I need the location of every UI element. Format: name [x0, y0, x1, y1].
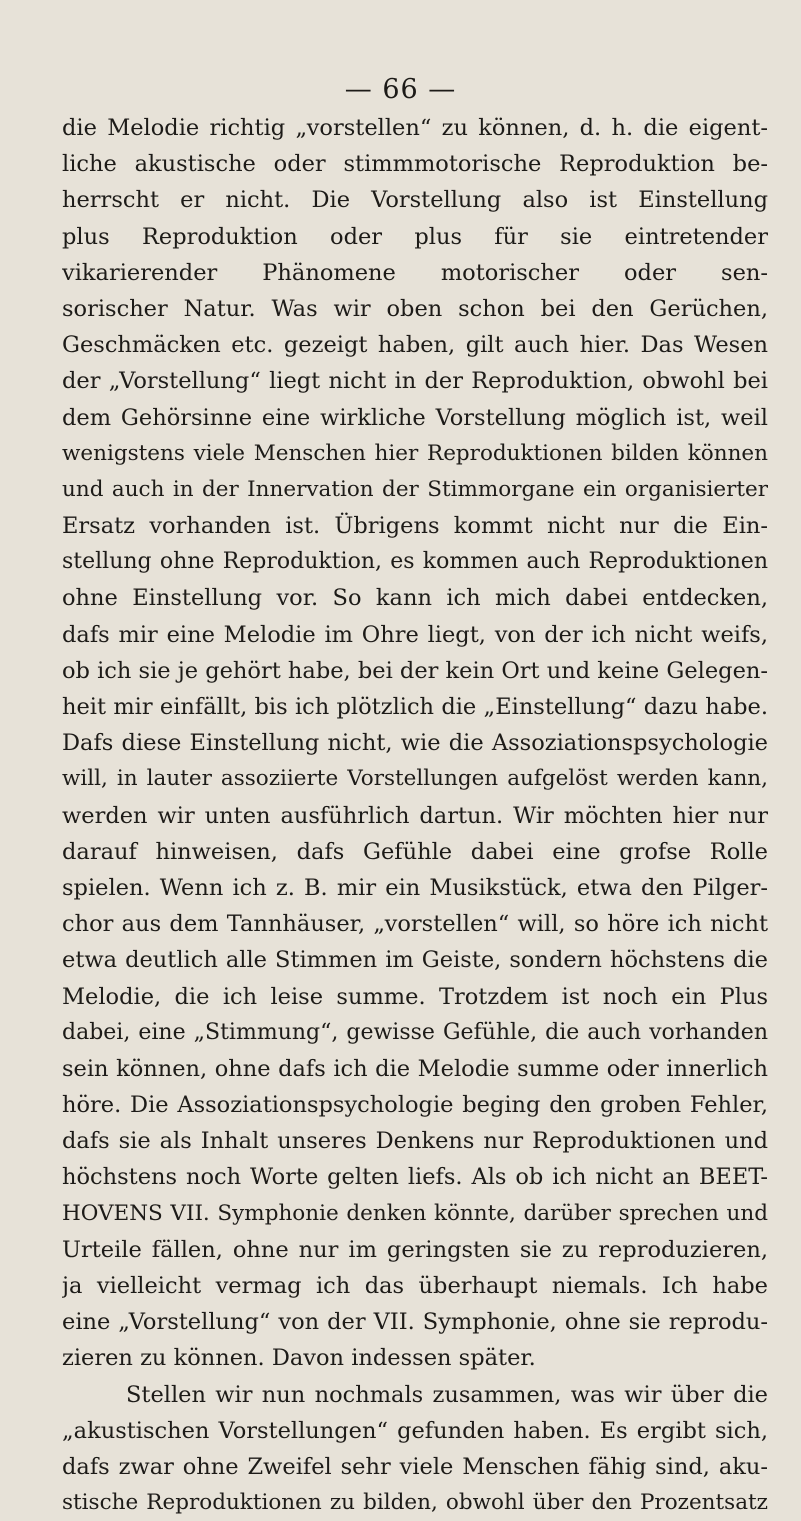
text-line: Dafs diese Einstellung nicht, wie die Assoziationspsychologie — [62, 730, 768, 757]
text-line: etwa deutlich alle Stimmen im Geiste, sondern höchstens die — [62, 947, 768, 974]
text-line: die Melodie richtig „vorstellen“ zu können, d. h. die eigent- — [62, 115, 768, 141]
text-line: wenigstens viele Menschen hier Reproduktionen bilden können — [62, 440, 768, 466]
text-line: chor aus dem Tannhäuser, „vorstellen“ will, so höre ich nicht — [62, 911, 768, 938]
text-line: sein können, ohne dafs ich die Melodie summe oder innerlich — [62, 1055, 768, 1082]
text-line: stellung ohne Reproduktion, es kommen auch Reproduktionen — [62, 549, 768, 575]
text-line: Geschmäcken etc. gezeigt haben, gilt auch hier. Das Wesen — [62, 332, 768, 359]
body-text — [62, 110, 768, 1521]
text-line: höchstens noch Worte gelten liefs. Als ob ich nicht an BEET- — [62, 1164, 768, 1191]
text-line: ob ich sie je gehört habe, bei der kein Ort und keine Gelegen- — [62, 657, 768, 684]
text-line: ohne Einstellung vor. So kann ich mich dabei entdecken, — [62, 585, 768, 612]
text-line: werden wir unten ausführlich dartun. Wir möchten hier nur — [62, 802, 768, 829]
text-line: „akustischen Vorstellungen“ gefunden haben. Es ergibt sich, — [62, 1417, 768, 1444]
page-number: — 66 — — [344, 74, 457, 105]
text-line: herrscht er nicht. Die Vorstellung also ist Einstellung — [62, 187, 768, 214]
text-line: zieren zu können. Davon indessen später. — [62, 1345, 536, 1372]
text-line: sorischer Natur. Was wir oben schon bei den Gerüchen, — [62, 295, 768, 322]
text-line: der „Vorstellung“ liegt nicht in der Reproduktion, obwohl bei — [62, 368, 768, 395]
text-line: will, in lauter assoziierte Vorstellungen aufgelöst werden kann, — [62, 766, 768, 792]
text-line: höre. Die Assoziationspsychologie beging den groben Fehler, — [62, 1092, 768, 1119]
text-line: ja vielleicht vermag ich das überhaupt niemals. Ich habe — [62, 1273, 768, 1299]
text-line: vikarierender Phänomene motorischer oder sen- — [62, 259, 768, 286]
text-line: spielen. Wenn ich z. B. mir ein Musikstück, etwa den Pilger- — [62, 874, 768, 901]
text-line: Urteile fällen, ohne nur im geringsten sie zu reproduzieren, — [62, 1236, 768, 1263]
text-line: plus Reproduktion oder plus für sie eintretender — [62, 223, 768, 250]
text-line: Stellen wir nun nochmals zusammen, was wir über die — [126, 1381, 768, 1408]
text-line: dem Gehörsinne eine wirkliche Vorstellung möglich ist, weil — [62, 404, 768, 431]
text-line: dafs mir eine Melodie im Ohre liegt, von der ich nicht weifs, — [62, 621, 768, 648]
text-line: dafs sie als Inhalt unseres Denkens nur Reproduktionen und — [62, 1128, 768, 1155]
text-line: Ersatz vorhanden ist. Übrigens kommt nicht nur die Ein- — [62, 513, 768, 540]
text-line: heit mir einfällt, bis ich plötzlich die „Einstellung“ dazu habe. — [62, 694, 768, 720]
text-line: HOVENS VII. Symphonie denken könnte, darüber sprechen und — [62, 1200, 768, 1226]
text-line: dafs zwar ohne Zweifel sehr viele Menschen fähig sind, aku- — [62, 1453, 768, 1480]
text-line: und auch in der Innervation der Stimmorgane ein organisierter — [62, 476, 768, 502]
text-line: eine „Vorstellung“ von der VII. Symphonie, ohne sie reprodu- — [62, 1309, 768, 1336]
text-line: darauf hinweisen, dafs Gefühle dabei eine grofse Rolle — [62, 838, 768, 865]
text-line: Melodie, die ich leise summe. Trotzdem ist noch ein Plus — [62, 983, 768, 1010]
text-line: dabei, eine „Stimmung“, gewisse Gefühle, die auch vorhanden — [62, 1019, 768, 1045]
text-line: liche akustische oder stimmmotorische Reproduktion be- — [62, 151, 768, 178]
text-line: stische Reproduktionen zu bilden, obwohl über den Prozentsatz — [62, 1490, 768, 1516]
